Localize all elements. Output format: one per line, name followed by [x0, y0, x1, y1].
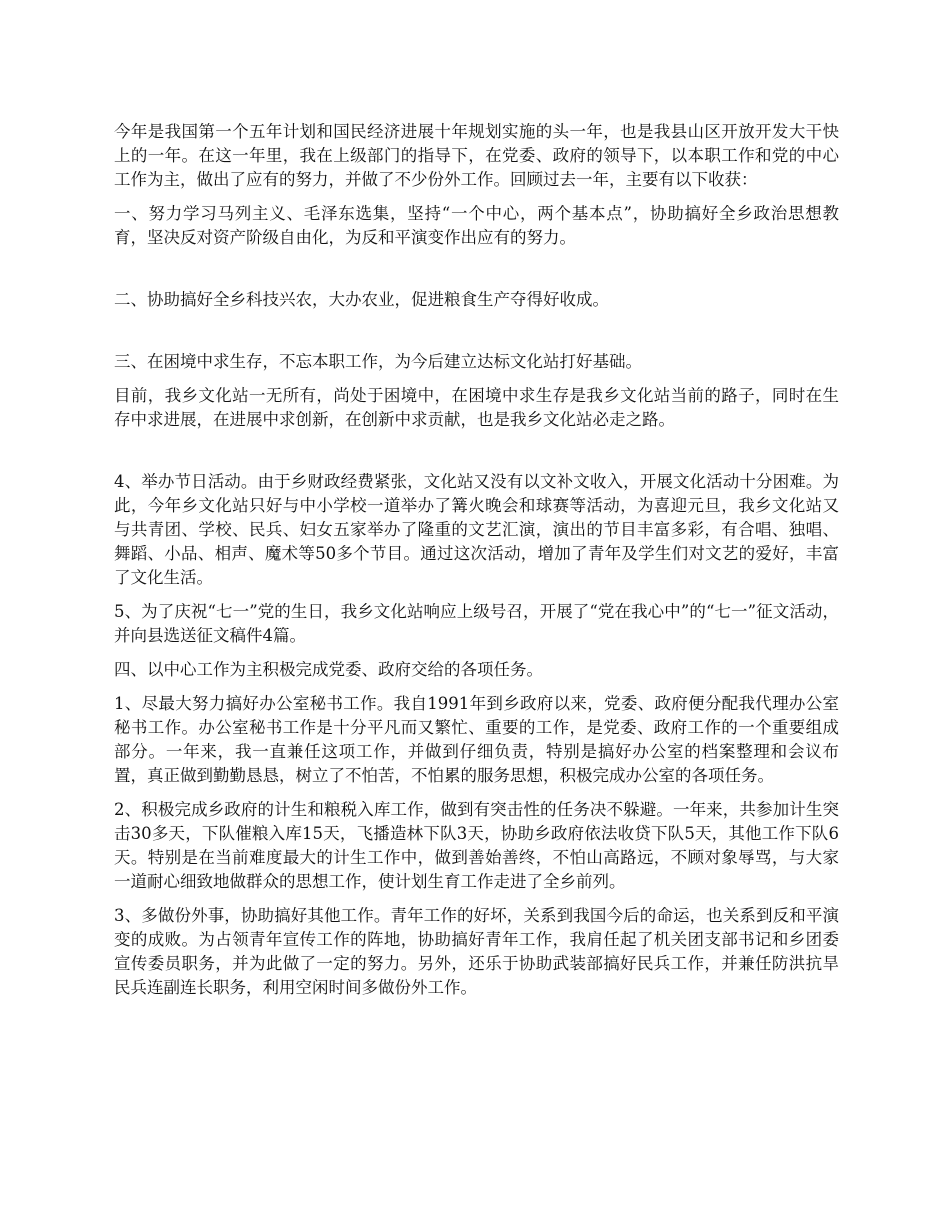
document-body — [114, 120, 839, 1010]
section-three-paragraph: 目前，我乡文化站一无所有，尚处于困境中，在困境中求生存是我乡文化站当前的路子，同时在生存中求进展，在进展中求创新，在创新中求贡献，也是我乡文化站必走之路。 — [114, 386, 839, 429]
item-4-paragraph: 4、举办节日活动。由于乡财政经费紧张，文化站又没有以文补文收入，开展文化活动十分困难。为此，今年乡文化站只好与中小学校一道举办了篝火晚会和球赛等活动，为喜迎元旦，我乡文化站又与共青团、学校、民兵、妇女五家举办了隆重的文艺汇演，演出的节目丰富多彩，有合唱、独唱、舞蹈、小品、相声、魔术等50多个节目。通过这次活动，增加了青年及学生们对文艺的爱好，丰富了文化生活。 — [114, 472, 839, 587]
task-3-paragraph: 3、多做份外事，协助搞好其他工作。青年工作的好坏，关系到我国今后的命运，也关系到反和平演变的成败。为占领青年宣传工作的阵地，协助搞好青年工作，我肩任起了机关团支部书记和乡团委宣传委员职务，并为此做了一定的努力。另外，还乐于协助武装部搞好民兵工作，并兼任防洪抗旱民兵连副连长职务，利用空闲时间多做份外工作。 — [114, 906, 839, 997]
section-two-paragraph: 二、协助搞好全乡科技兴农，大办农业，促进粮食生产夺得好收成。 — [114, 290, 609, 309]
section-three-heading: 三、在困境中求生存，不忘本职工作，为今后建立达标文化站打好基础。 — [114, 352, 642, 371]
intro-paragraph: 今年是我国第一个五年计划和国民经济进展十年规划实施的头一年，也是我县山区开放开发大干快上的一年。在这一年里，我在上级部门的指导下，在党委、政府的领导下，以本职工作和党的中心工作为主，做出了应有的努力，并做了不少份外工作。回顾过去一年，主要有以下收获： — [114, 122, 839, 189]
section-one-paragraph: 一、努力学习马列主义、毛泽东选集，坚持“一个中心，两个基本点”，协助搞好全乡政治思想教育，坚决反对资产阶级自由化，为反和平演变作出应有的努力。 — [114, 204, 839, 247]
task-1-paragraph: 1、尽最大努力搞好办公室秘书工作。我自1991年到乡政府以来，党委、政府便分配我代理办公室秘书工作。办公室秘书工作是十分平凡而又繁忙、重要的工作，是党委、政府工作的一个重要组成部分。一年来，我一直兼任这项工作，并做到仔细负责，特别是搞好办公室的档案整理和会议布置，真正做到勤勤恳恳，树立了不怕苦，不怕累的服务思想，积极完成办公室的各项任务。 — [114, 694, 839, 785]
section-four-heading: 四、以中心工作为主积极完成党委、政府交给的各项任务。 — [114, 660, 543, 679]
item-5-paragraph: 5、为了庆祝“七一”党的生日，我乡文化站响应上级号召，开展了“党在我心中”的“七一”征文活动，并向县选送征文稿件4篇。 — [114, 602, 839, 645]
task-2-paragraph: 2、积极完成乡政府的计生和粮税入库工作，做到有突击性的任务决不躲避。一年来，共参加计生突击30多天，下队催粮入库15天，飞播造林下队3天，协助乡政府依法收贷下队5天，其他工作下队6天。特别是在当前难度最大的计生工作中，做到善始善终，不怕山高路远，不顾对象辱骂，与大家一道耐心细致地做群众的思想工作，使计划生育工作走进了全乡前列。 — [114, 800, 839, 891]
